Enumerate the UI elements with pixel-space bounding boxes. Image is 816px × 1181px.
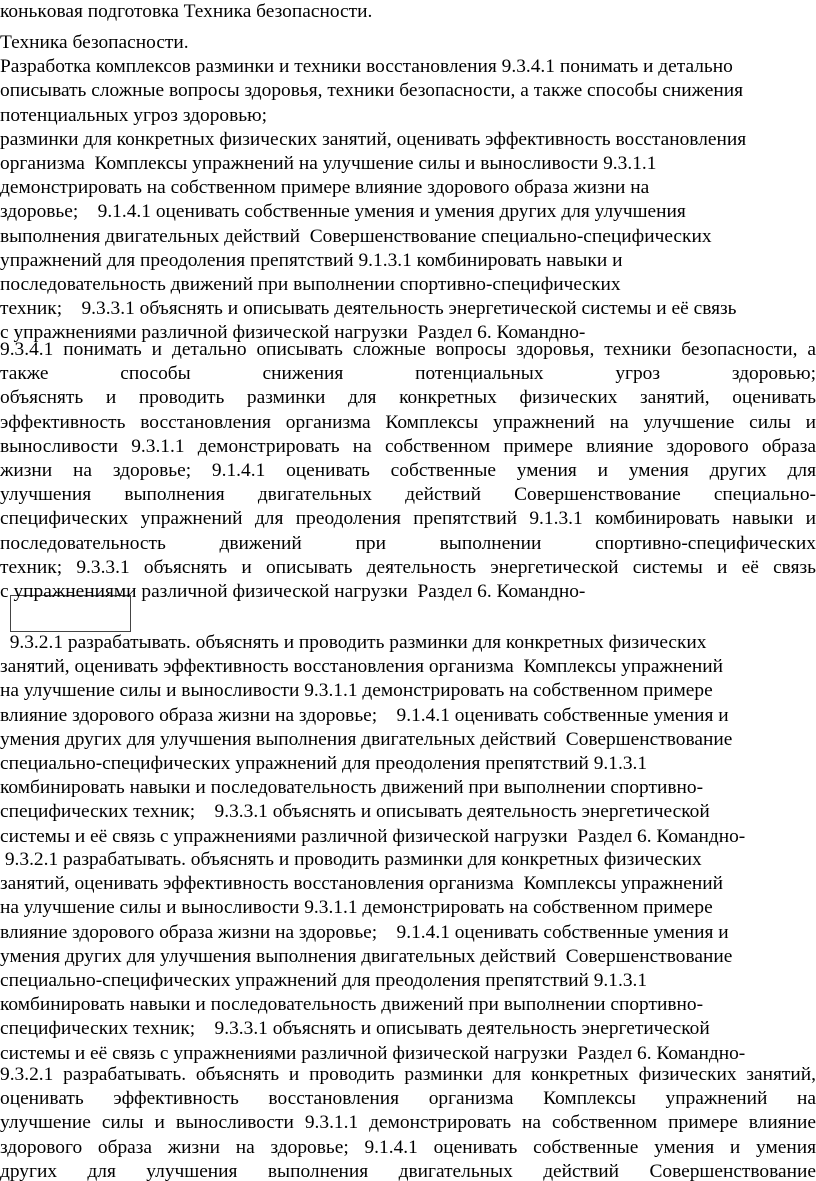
text-line: последовательность движений при выполнении спортивно-специфических <box>0 533 816 554</box>
text-line: оценивать эффективность восстановления организма Комплексы упражнений на <box>0 1088 816 1109</box>
text-line: занятий, оценивать эффективность восстановления организма Комплексы упражнений <box>0 656 723 677</box>
text-line: разминки для конкретных физических занятий, оценивать эффективность восстановления <box>0 129 747 150</box>
text-line: потенциальных угроз здоровью; <box>0 105 267 126</box>
text-line: специфических техник; 9.3.3.1 объяснять и описывать деятельность энергетической <box>0 801 710 822</box>
text-line: упражнений для преодоления препятствий 9.1.3.1 комбинировать навыки и <box>0 250 623 271</box>
text-line: специально-специфических упражнений для преодоления препятствий 9.1.3.1 <box>0 970 648 991</box>
text-line: 9.3.2.1 разрабатывать. объяснять и проводить разминки для конкретных физических <box>0 849 702 870</box>
text-line: умения других для улучшения выполнения двигательных действий Совершенствование <box>0 729 733 750</box>
text-line: с упражнениями различной физической нагрузки Раздел 6. Командно- <box>0 581 586 602</box>
text-line: специфических техник; 9.3.3.1 объяснять и описывать деятельность энергетической <box>0 1018 710 1039</box>
text-line: последовательность движений при выполнении спортивно-специфических <box>0 274 621 295</box>
text-line: демонстрировать на собственном примере влияние здорового образа жизни на <box>0 177 650 198</box>
text-line: конькoвая подготовка Техника безопасности. <box>0 1 373 22</box>
text-line: на улучшение силы и выносливости 9.3.1.1 демонстрировать на собственном примере <box>0 897 713 918</box>
text-line: комбинировать навыки и последовательность движений при выполнении спортивно- <box>0 777 704 798</box>
text-line: 9.3.2.1 разрабатывать. объяснять и проводить разминки для конкретных физических <box>0 632 707 653</box>
text-line: системы и её связь с упражнениями различной физической нагрузки Раздел 6. Командно- <box>0 1043 746 1064</box>
text-line: жизни на здоровье; 9.1.4.1 оценивать собственные умения и умения других для <box>0 460 816 481</box>
text-line: умения других для улучшения выполнения двигательных действий Совершенствование <box>0 946 733 967</box>
text-line: здорового образа жизни на здоровье; 9.1.4.1 оценивать собственные умения и умения <box>0 1137 816 1158</box>
text-line: эффективность восстановления организма Комплексы упражнений на улучшение силы и <box>0 412 816 433</box>
text-line: организма Комплексы упражнений на улучшение силы и выносливости 9.3.1.1 <box>0 153 657 174</box>
text-line: техник; 9.3.3.1 объяснять и описывать деятельность энергетической системы и её связь <box>0 557 816 578</box>
text-line: системы и её связь с упражнениями различной физической нагрузки Раздел 6. Командно- <box>0 826 746 847</box>
text-line: улучшения выполнения двигательных действий Совершенствование специально- <box>0 484 816 505</box>
text-line: 9.3.4.1 понимать и детально описывать сложные вопросы здоровья, техники безопасности, а <box>0 339 816 360</box>
text-line: также способы снижения потенциальных угроз здоровью; <box>0 363 816 384</box>
text-line: влияние здорового образа жизни на здоровье; 9.1.4.1 оценивать собственные умения и <box>0 705 729 726</box>
text-line: занятий, оценивать эффективность восстановления организма Комплексы упражнений <box>0 873 723 894</box>
text-line: здоровье; 9.1.4.1 оценивать собственные умения и умения других для улучшения <box>0 201 686 222</box>
text-line: объяснять и проводить разминки для конкретных физических занятий, оценивать <box>0 387 816 408</box>
text-line: комбинировать навыки и последовательность движений при выполнении спортивно- <box>0 994 704 1015</box>
text-line: с упражнениями различной физической нагрузки Раздел 6. Командно- <box>0 322 586 343</box>
text-line: Техника безопасности. <box>0 32 189 53</box>
text-line: влияние здорового образа жизни на здоровье; 9.1.4.1 оценивать собственные умения и <box>0 922 729 943</box>
text-line: других для улучшения выполнения двигательных действий Совершенствование <box>0 1161 816 1181</box>
text-line: выносливости 9.3.1.1 демонстрировать на собственном примере влияние здорового образа <box>0 436 816 457</box>
text-line: описывать сложные вопросы здоровья, техники безопасности, а также способы снижения <box>0 80 744 101</box>
text-line: техник; 9.3.3.1 объяснять и описывать деятельность энергетической системы и её связь <box>0 298 737 319</box>
text-line: 9.3.2.1 разрабатывать. объяснять и проводить разминки для конкретных физических занятий, <box>0 1064 816 1085</box>
text-line: специально-специфических упражнений для преодоления препятствий 9.1.3.1 <box>0 753 648 774</box>
text-line: специфических упражнений для преодоления препятствий 9.1.3.1 комбинировать навыки и <box>0 508 816 529</box>
text-line: выполнения двигательных действий Совершенствование специально-специфических <box>0 226 712 247</box>
text-line: улучшение силы и выносливости 9.3.1.1 демонстрировать на собственном примере влияние <box>0 1112 816 1133</box>
text-line: на улучшение силы и выносливости 9.3.1.1 демонстрировать на собственном примере <box>0 680 713 701</box>
text-line: Разработка комплексов разминки и техники восстановления 9.3.4.1 понимать и детально <box>0 56 733 77</box>
